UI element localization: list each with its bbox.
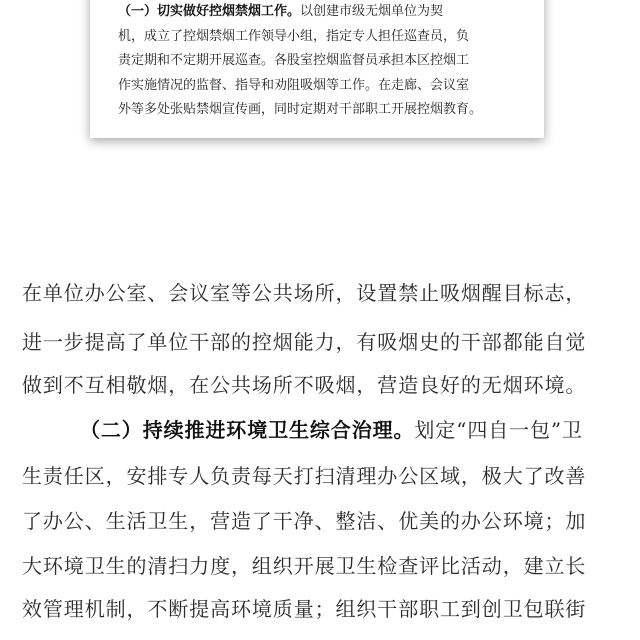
body-line: 进一步提高了单位干部的控烟能力，有吸烟史的干部都能自觉 <box>22 330 587 354</box>
body-line: 在单位办公室、会议室等公共场所，设置禁止吸烟醒目标志， <box>22 281 587 305</box>
section-two-heading: （二）持续推进环境卫生综合治理。 <box>80 418 415 442</box>
excerpt-line <box>118 0 522 25</box>
body-line: 做到不互相敬烟，在公共场所不吸烟，营造良好的无烟环境。 <box>22 373 587 397</box>
body-line: 大环境卫生的清扫力度，组织开展卫生检查评比活动，建立长 <box>22 554 587 578</box>
excerpt-line-text: 以创建市级无烟单位为契 <box>300 4 444 19</box>
body-line: 了办公、生活卫生，营造了干净、整洁、优美的办公环境；加 <box>22 509 587 533</box>
excerpt-line: 外等多处张贴禁烟宣传画，同时定期对干部职工开展控烟教育。 <box>118 102 483 117</box>
section-two-first-text: 划定“四自一包”卫 <box>414 418 583 442</box>
section-two-first-line <box>80 414 583 443</box>
excerpt-heading: （一）切实做好控烟禁烟工作。 <box>118 4 301 19</box>
quoted-excerpt-card <box>90 0 544 138</box>
excerpt-line: 作实施情况的监督、指导和劝阻吸烟等工作。在走廊、会议室 <box>118 77 470 93</box>
excerpt-text <box>118 0 522 123</box>
body-line: 生责任区，安排专人负责每天打扫清理办公区域，极大了改善 <box>22 464 587 488</box>
excerpt-line: 责定期和不定期开展巡查。各股室控烟监督员承担本区控烟工 <box>118 53 470 68</box>
body-line: 效管理机制，不断提高环境质量；组织干部职工到创卫包联街 <box>22 597 587 621</box>
excerpt-line: 机，成立了控烟禁烟工作领导小组，指定专人担任巡查员，负 <box>118 28 470 44</box>
